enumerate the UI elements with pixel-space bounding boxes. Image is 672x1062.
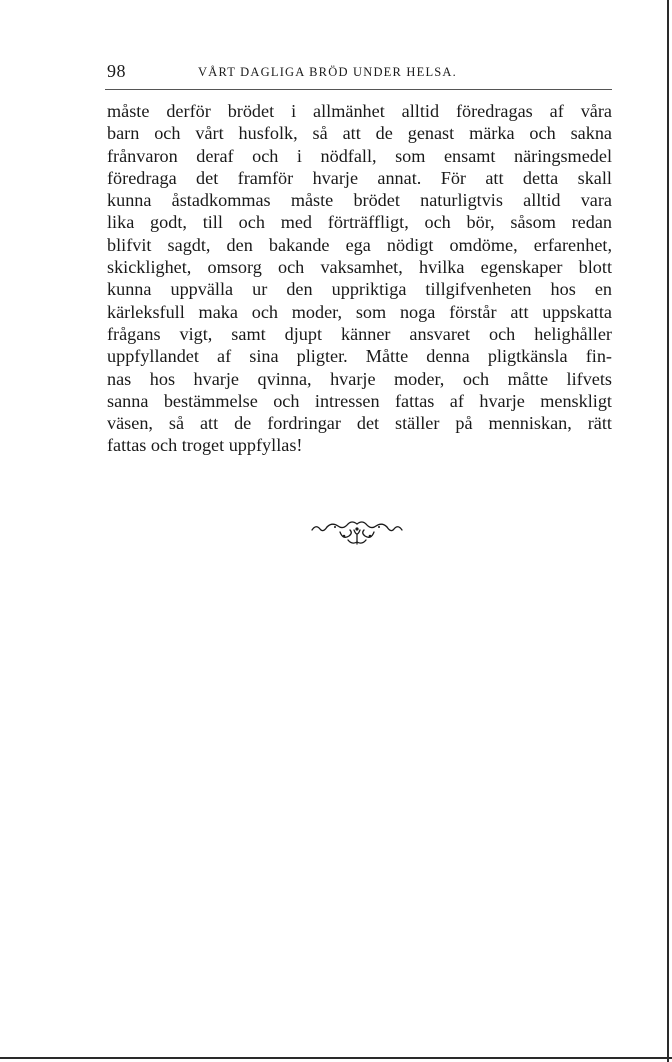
- text-line: föredraga det framför hvarje annat. För att detta skall: [107, 167, 612, 188]
- header-rule: [105, 89, 612, 90]
- page-edge-right: [667, 0, 669, 1062]
- text-line: kunna åstadkommas måste brödet naturligtvis alltid vara: [107, 190, 612, 211]
- text-line-final: fattas och troget uppfyllas!: [107, 435, 303, 456]
- page-edge-bottom: [0, 1057, 672, 1059]
- flourish-ornament-icon: [310, 518, 404, 548]
- text-line: väsen, så att de fordringar det ställer på menniskan, rätt: [107, 413, 612, 434]
- body-text: [107, 100, 612, 457]
- text-line: sanna bestämmelse och intressen fattas af hvarje menskligt: [107, 390, 612, 411]
- text-line: lika godt, till och med förträffligt, och bör, såsom redan: [107, 212, 612, 233]
- text-line: frågans vigt, samt djupt känner ansvaret och helighåller: [107, 323, 612, 344]
- page-number: 98: [107, 61, 126, 81]
- text-line: frånvaron deraf och i nödfall, som ensamt näringsmedel: [107, 145, 612, 166]
- text-line: kärleksfull maka och moder, som noga förstår att uppskatta: [107, 301, 612, 322]
- text-line: uppfyllandet af sina pligter. Måtte denna pligtkänsla fin-: [107, 346, 612, 367]
- text-line: blifvit sagdt, den bakande ega nödigt omdöme, erfarenhet,: [107, 234, 612, 255]
- text-line: kunna uppvälla ur den uppriktiga tillgifvenheten hos en: [107, 279, 612, 300]
- text-line: måste derför brödet i allmänhet alltid föredragas af våra: [107, 101, 612, 121]
- text-line: skicklighet, omsorg och vaksamhet, hvilka egenskaper blott: [107, 257, 612, 278]
- text-line: nas hos hvarje qvinna, hvarje moder, och måtte lifvets: [107, 368, 612, 389]
- running-title: VÅRT DAGLIGA BRÖD UNDER HELSA.: [198, 65, 457, 79]
- page-header: [107, 61, 612, 85]
- text-line: barn och vårt husfolk, så att de genast märka och sakna: [107, 123, 612, 144]
